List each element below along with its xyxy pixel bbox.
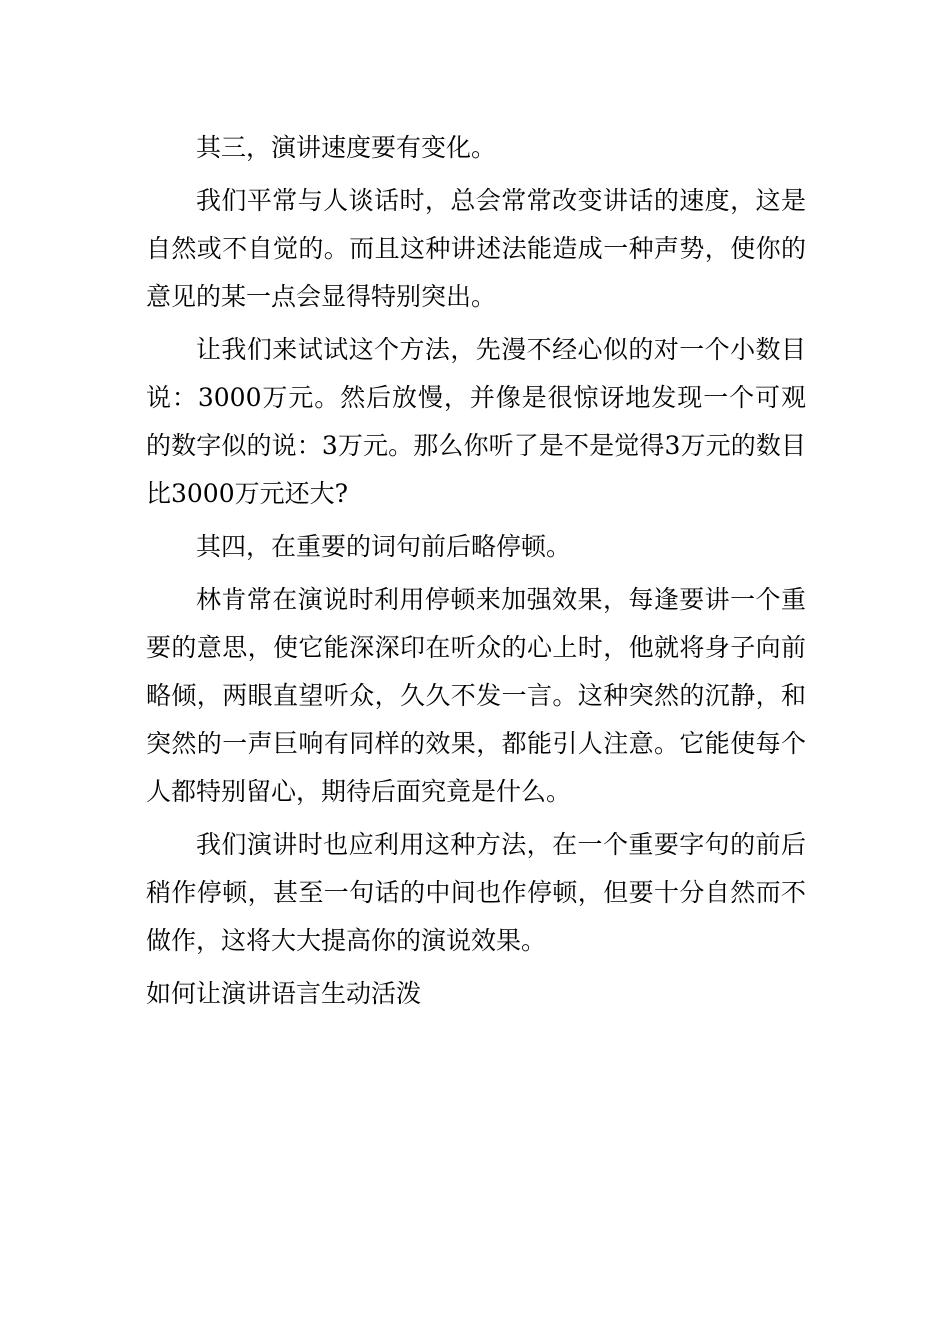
paragraph-point-four: 其四，在重要的词句前后略停顿。 [196, 532, 572, 561]
paragraph-lincoln: 林肯常在演说时利用停顿来加强效果，每逢要讲一个重要的意思，使它能深深印在听众的心上时，他就将身子向前略倾，两眼直望听众，久久不发一言。这种突然的沉静，和突然的一声巨响有同样的效果，都能引人注意。它能使每个人都特别留心，期待后面究竟是什么。 [146, 585, 806, 806]
paragraph-speed-change: 我们平常与人谈话时，总会常常改变讲话的速度，这是自然或不自觉的。而且这种讲述法能造成一种声势，使你的意见的某一点会显得特别突出。 [146, 186, 806, 311]
paragraph-pause-method: 我们演讲时也应利用这种方法，在一个重要字句的前后稍作停顿，甚至一句话的中间也作停顿，但要十分自然而不做作，这将大大提高你的演说效果。 [146, 830, 806, 955]
document-page [146, 124, 806, 1018]
next-section-title: 如何让演讲语言生动活泼 [146, 979, 422, 1008]
paragraph-example: 让我们来试试这个方法，先漫不经心似的对一个小数目说：3000万元。然后放慢，并像是很惊讶地发现一个可观的数字似的说：3万元。那么你听了是不是觉得3万元的数目比3000万元还大? [146, 335, 806, 508]
paragraph-point-three: 其三，演讲速度要有变化。 [196, 133, 497, 162]
